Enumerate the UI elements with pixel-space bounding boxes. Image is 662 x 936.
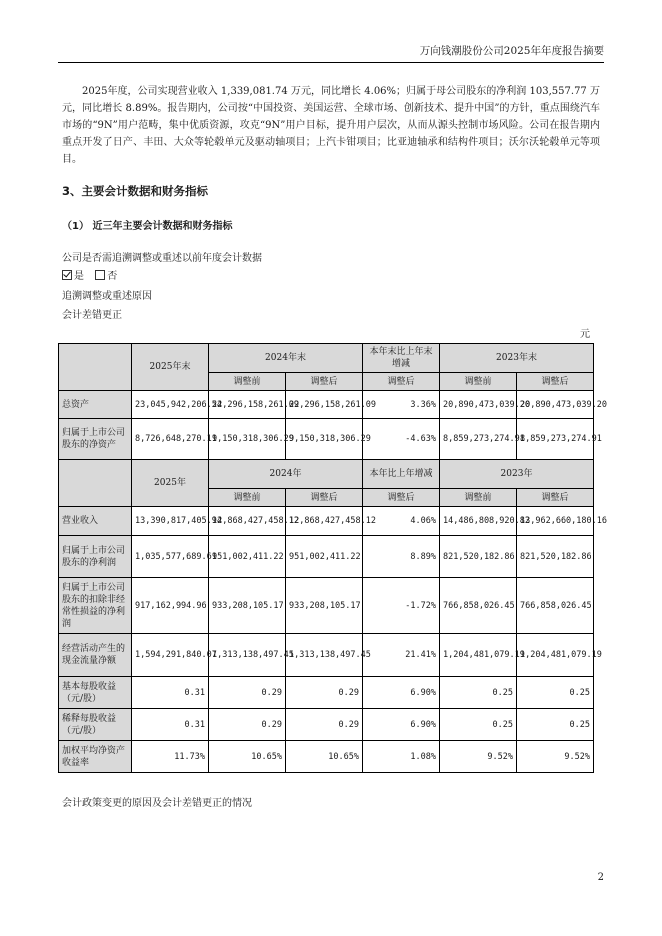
col-header-2023-after: 调整后 — [517, 489, 594, 507]
cell-prev2-before: 0.25 — [440, 709, 517, 741]
cell-change: -1.72% — [363, 578, 440, 634]
cell-change: 4.06% — [363, 507, 440, 536]
financial-table — [58, 343, 607, 773]
cell-prev-after: 12,868,427,458.12 — [286, 507, 363, 536]
row-label: 稀释每股收益（元/股） — [59, 709, 132, 741]
row-label: 经营活动产生的现金流量净额 — [59, 634, 132, 677]
row-label: 基本每股收益（元/股） — [59, 677, 132, 709]
cell-change: 6.90% — [363, 709, 440, 741]
cell-current: 1,594,291,840.07 — [132, 634, 209, 677]
col-header-2025: 2025年 — [132, 460, 209, 507]
page-number: 2 — [597, 872, 604, 883]
footer-note: 会计政策变更的原因及会计差错更正的情况 — [62, 798, 252, 809]
cell-prev-before: 12,868,427,458.12 — [209, 507, 286, 536]
row-label: 归属于上市公司股东的净资产 — [59, 419, 132, 460]
cell-prev-before: 951,002,411.22 — [209, 536, 286, 578]
col-header-2025-end: 2025年末 — [132, 344, 209, 391]
col-header-2023-after: 调整后 — [517, 373, 594, 391]
corner-cell — [59, 344, 132, 391]
cell-prev2-after: 821,520,182.86 — [517, 536, 594, 578]
row-label: 总资产 — [59, 391, 132, 419]
cell-prev2-after: 8,859,273,274.91 — [517, 419, 594, 460]
cell-change: 3.36% — [363, 391, 440, 419]
cell-prev2-before: 821,520,182.86 — [440, 536, 517, 578]
unit-label: 元 — [580, 329, 590, 340]
col-header-2024-before: 调整前 — [209, 373, 286, 391]
cell-prev-after: 22,296,158,261.09 — [286, 391, 363, 419]
col-header-2023: 2023年 — [440, 460, 594, 489]
row-label: 营业收入 — [59, 507, 132, 536]
cell-prev-after: 0.29 — [286, 677, 363, 709]
section-heading: 3、主要会计数据和财务指标 — [62, 184, 209, 198]
cell-prev2-before: 0.25 — [440, 677, 517, 709]
cell-prev-before: 0.29 — [209, 709, 286, 741]
col-header-2024: 2024年 — [209, 460, 363, 489]
no-checkbox[interactable] — [95, 270, 105, 280]
cell-prev2-after: 0.25 — [517, 677, 594, 709]
cell-prev-before: 22,296,158,261.09 — [209, 391, 286, 419]
yes-label: 是 — [74, 271, 84, 282]
cell-prev-after: 10.65% — [286, 741, 363, 773]
cell-prev-before: 1,313,138,497.45 — [209, 634, 286, 677]
table-row — [59, 507, 594, 536]
cell-prev2-after: 9.52% — [517, 741, 594, 773]
cell-change: 1.08% — [363, 741, 440, 773]
cell-current: 1,035,577,689.61 — [132, 536, 209, 578]
cell-prev-before: 933,208,105.17 — [209, 578, 286, 634]
cell-change: -4.63% — [363, 419, 440, 460]
col-header-2023-end: 2023年末 — [440, 344, 594, 373]
cell-prev2-after: 1,204,481,079.19 — [517, 634, 594, 677]
no-label: 否 — [107, 271, 118, 282]
cell-current: 0.31 — [132, 709, 209, 741]
table-row — [59, 536, 594, 578]
table-row — [59, 709, 594, 741]
col-header-2023-before: 调整前 — [440, 489, 517, 507]
cell-prev-after: 951,002,411.22 — [286, 536, 363, 578]
cell-prev-before: 10.65% — [209, 741, 286, 773]
table-row — [59, 634, 594, 677]
cell-prev2-before: 766,858,026.45 — [440, 578, 517, 634]
reason-label: 追溯调整或重述原因 — [62, 291, 152, 302]
col-header-change: 本年比上年增减 — [363, 460, 440, 489]
table-row — [59, 677, 594, 709]
intro-block — [62, 83, 600, 168]
cell-current: 917,162,994.96 — [132, 578, 209, 634]
cell-current: 0.31 — [132, 677, 209, 709]
col-header-change-after: 调整后 — [363, 489, 440, 507]
cell-current: 23,045,942,206.54 — [132, 391, 209, 419]
col-header-2024-before: 调整前 — [209, 489, 286, 507]
restatement-question: 公司是否需追溯调整或重述以前年度会计数据 — [62, 253, 262, 264]
table-row — [59, 741, 594, 773]
reason-value: 会计差错更正 — [62, 310, 122, 321]
cell-prev2-before: 9.52% — [440, 741, 517, 773]
cell-prev2-before: 1,204,481,079.19 — [440, 634, 517, 677]
cell-change: 21.41% — [363, 634, 440, 677]
col-header-2023-before: 调整前 — [440, 373, 517, 391]
cell-prev2-after: 20,890,473,039.20 — [517, 391, 594, 419]
cell-prev-after: 0.29 — [286, 709, 363, 741]
cell-change: 8.89% — [363, 536, 440, 578]
yes-checkbox[interactable] — [62, 270, 72, 280]
cell-prev-after: 1,313,138,497.45 — [286, 634, 363, 677]
cell-prev2-after: 13,962,660,180.16 — [517, 507, 594, 536]
cell-current: 11.73% — [132, 741, 209, 773]
restatement-options — [62, 267, 117, 282]
cell-prev2-after: 0.25 — [517, 709, 594, 741]
row-label: 归属于上市公司股东的净利润 — [59, 536, 132, 578]
cell-prev2-before: 14,486,808,920.82 — [440, 507, 517, 536]
col-header-2024-end: 2024年末 — [209, 344, 363, 373]
row-label: 归属于上市公司股东的扣除非经常性损益的净利润 — [59, 578, 132, 634]
cell-prev-after: 933,208,105.17 — [286, 578, 363, 634]
cell-prev-before: 0.29 — [209, 677, 286, 709]
header-title: 万向钱潮股份公司2025年年度报告摘要 — [419, 45, 604, 57]
corner-cell — [59, 460, 132, 507]
table-row — [59, 419, 594, 460]
cell-change: 6.90% — [363, 677, 440, 709]
sub-heading: （1） 近三年主要会计数据和财务指标 — [62, 221, 233, 232]
header-rule — [58, 62, 604, 63]
cell-prev2-after: 766,858,026.45 — [517, 578, 594, 634]
row-label: 加权平均净资产收益率 — [59, 741, 132, 773]
col-header-change-after: 调整后 — [363, 373, 440, 391]
cell-prev-before: 9,150,318,306.29 — [209, 419, 286, 460]
table-row — [59, 578, 594, 634]
table-row — [59, 391, 594, 419]
col-header-2024-after: 调整后 — [286, 489, 363, 507]
cell-current: 13,390,817,405.94 — [132, 507, 209, 536]
cell-prev-after: 9,150,318,306.29 — [286, 419, 363, 460]
cell-prev2-before: 8,859,273,274.91 — [440, 419, 517, 460]
cell-current: 8,726,648,270.11 — [132, 419, 209, 460]
col-header-2024-after: 调整后 — [286, 373, 363, 391]
cell-prev2-before: 20,890,473,039.20 — [440, 391, 517, 419]
col-header-change-end: 本年末比上年末增减 — [363, 344, 440, 373]
intro-paragraph: 2025年度，公司实现营业收入 1,339,081.74 万元，同比增长 4.06%；归属于母公司股东的净利润 103,557.77 万元，同比增长 8.89%。报告期内，公司按“中国投资、美国运营、全球市场、创新技术、提升中国”的方针，重点围绕汽车市场的“9N”用户范畴，集中优质资源，攻克“9N”用户目标，提升用户层次，从而从源头控制市场风险。公司在报告期内重点开发了日产、丰田、大众等轮毂单元及驱动轴项目；上汽卡钳项目；比亚迪轴承和结构件项目；沃尔沃轮毂单元等项目。 — [62, 86, 600, 165]
